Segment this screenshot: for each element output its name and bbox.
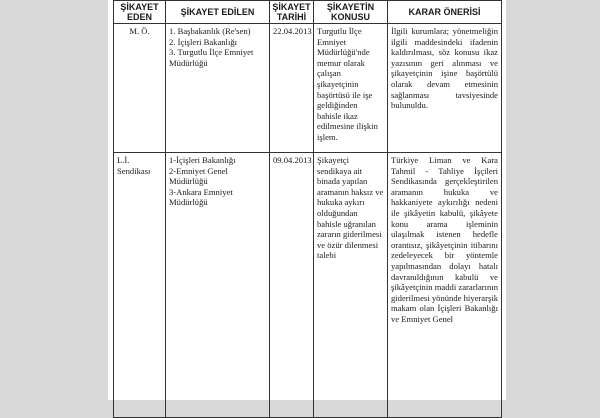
respondent-item: 1-İçişleri Bakanlığı bbox=[169, 155, 236, 165]
respondent-cell bbox=[166, 24, 270, 153]
header-respondent: ŞİKAYET EDİLEN bbox=[166, 1, 270, 24]
respondent-item: 2-Emniyet Genel Müdürlüğü bbox=[169, 165, 228, 187]
table-row bbox=[114, 24, 502, 153]
respondent-item: 2. İçişleri Bakanlığı bbox=[169, 36, 238, 47]
date-cell: 09.04.2013 bbox=[270, 153, 314, 418]
respondent-item: 1. Başbakanlık (Re'sen) bbox=[169, 26, 251, 36]
respondent-item: 3. Turgutlu İlçe Emniyet Müdürlüğü bbox=[169, 47, 254, 68]
respondent-cell bbox=[166, 153, 270, 418]
decision-cell: Türkiye Liman ve Kara Tahmil - Tahliye İşçileri Sendikasında gerçekleştirilen aramanın hukuka ve hakkaniyete aykırılığı nedeni ile şikâyetin kabulü, şikâyete konu arama işleminin ulaşılmak istenen hedefle orantısız, şikâyetçinin itibarını zedeleyecek bir yöntemle yapılmasından dolayı hatalı davranıldığının kabulü ve şikâyetçinin maddi zararlarının giderilmesi yönünde hiyerarşik makam olan İçişleri Bakanlığı ve Emniyet Genel bbox=[388, 153, 502, 418]
decision-cell: İlgili kurumlara; yönetmeliğin ilgili maddesindeki ifadenin kaldırılması, söz konusu ikaz yazısının geri alınması ve şikayetçinin işine başörtülü olarak devam etmesinin sağlanması tavsiyesinde bulunuldu. bbox=[388, 24, 502, 153]
header-date: ŞİKAYET TARİHİ bbox=[270, 1, 314, 24]
table-row bbox=[114, 153, 502, 418]
subject-cell: Turgutlu İlçe Emniyet Müdürlüğü'nde memur olarak çalışan şikayetçinin başörtüsü ile işe geldiğinden bahisle ikaz edilmesine ilişkin işlem. bbox=[314, 24, 388, 153]
header-complainant: ŞİKAYET EDEN bbox=[114, 1, 166, 24]
complaints-table bbox=[113, 0, 502, 418]
subject-cell: Şikayetçi sendikaya ait binada yapılan aramanın haksız ve hukuka aykırı olduğundan bahisle uğranılan zararın giderilmesi ve özür dilenmesi talebi bbox=[314, 153, 388, 418]
complainant-cell: L.İ. Sendikası bbox=[114, 153, 166, 418]
respondent-item: 3-Ankara Emniyet Müdürlüğü bbox=[169, 186, 233, 208]
header-decision: KARAR ÖNERİSİ bbox=[388, 1, 502, 24]
date-cell: 22.04.2013 bbox=[270, 24, 314, 153]
complainant-cell: M. Ö. bbox=[114, 24, 166, 153]
table-header-row bbox=[114, 1, 502, 24]
header-subject: ŞİKAYETİN KONUSU bbox=[314, 1, 388, 24]
